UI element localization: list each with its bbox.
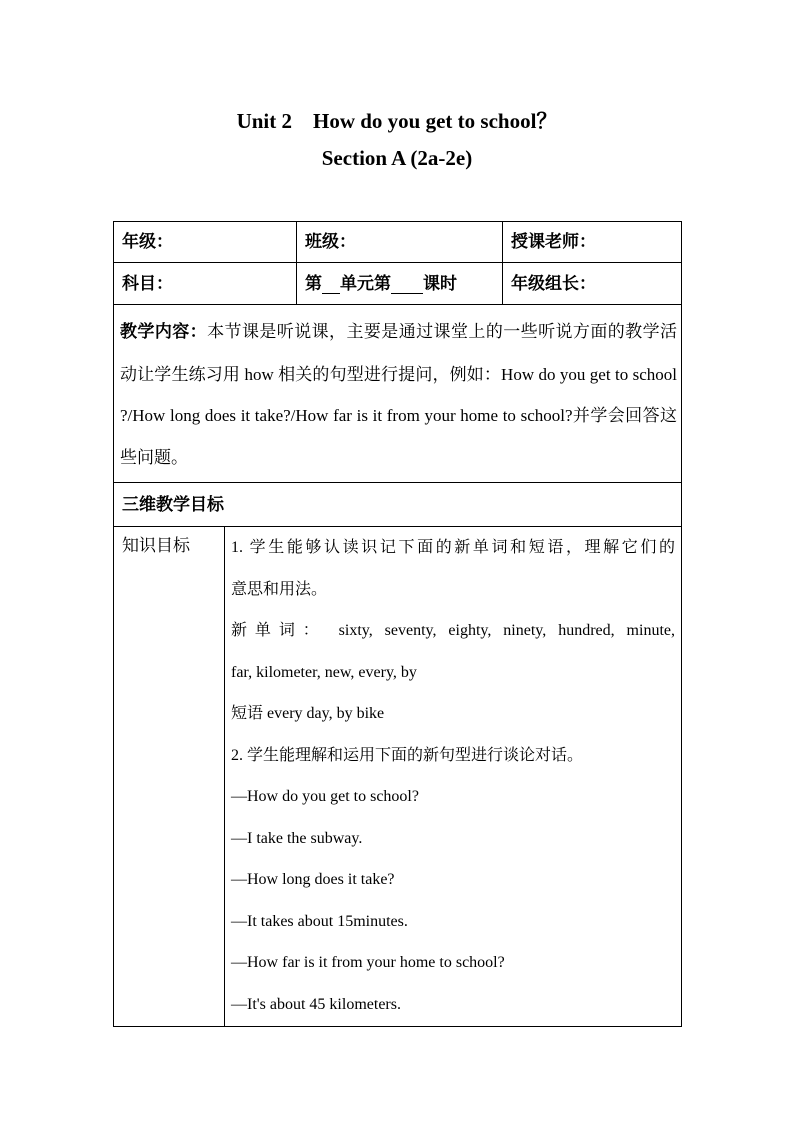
teaching-content-cell bbox=[114, 305, 682, 483]
teacher-cell bbox=[503, 222, 682, 263]
dialogue-line: —How far is it from your home to school? bbox=[231, 954, 505, 971]
document-title: Unit 2 How do you get to school？ bbox=[236, 109, 558, 133]
class-label: 班级： bbox=[305, 232, 356, 252]
unit-prefix: 第 bbox=[305, 273, 322, 294]
objective-line: 意思和用法。 bbox=[231, 580, 328, 598]
teacher-label: 授课老师： bbox=[511, 232, 596, 252]
subject-label: 科目： bbox=[122, 273, 173, 294]
dialogue-line: —How long does it take? bbox=[231, 871, 395, 888]
document-subtitle: Section A (2a-2e) bbox=[321, 146, 473, 170]
new-words-line: far, kilometer, new, every, by bbox=[231, 663, 417, 681]
new-words-line: 新单词： sixty, seventy, eighty, ninety, hundred, minute, bbox=[231, 622, 675, 639]
teaching-content-label: 教学内容： bbox=[120, 322, 208, 342]
dialogue-line: —It's about 45 kilometers. bbox=[231, 995, 401, 1013]
unit-blank bbox=[322, 275, 340, 294]
grade-cell bbox=[114, 222, 297, 263]
phrases-line: 短语 every day, by bike bbox=[231, 705, 385, 722]
unit-lesson-cell bbox=[297, 263, 503, 305]
lesson-blank bbox=[391, 275, 423, 294]
dialogue-line: —I take the subway. bbox=[231, 829, 363, 847]
lesson-plan-table bbox=[113, 221, 682, 1027]
group-leader-label: 年级组长： bbox=[511, 273, 596, 294]
knowledge-objective-body bbox=[225, 527, 682, 1027]
unit-suffix: 课时 bbox=[423, 273, 457, 294]
dialogue-line: —It takes about 15minutes. bbox=[231, 912, 408, 930]
knowledge-objective-label: 知识目标 bbox=[114, 527, 225, 1027]
class-cell bbox=[297, 222, 503, 263]
objective-line: 2. 学生能理解和运用下面的新句型进行谈论对话。 bbox=[231, 746, 584, 764]
subject-cell bbox=[114, 263, 297, 305]
unit-mid: 单元第 bbox=[340, 273, 391, 294]
dialogue-line: —How do you get to school? bbox=[231, 788, 419, 805]
teaching-content-text: 本节课是听说课，主要是通过课堂上的一些听说方面的教学活动让学生练习用 how 相关的句型进行提问，例如：How do you get to school ?/How long does it take?/How far is it from your home to school?并学会回答这些问题。 bbox=[120, 322, 678, 467]
objectives-section-title: 三维教学目标 bbox=[114, 483, 682, 527]
group-leader-cell bbox=[503, 263, 682, 305]
grade-label: 年级： bbox=[122, 232, 173, 252]
objective-line: 1. 学生能够认读识记下面的新单词和短语，理解它们的 bbox=[231, 539, 675, 556]
